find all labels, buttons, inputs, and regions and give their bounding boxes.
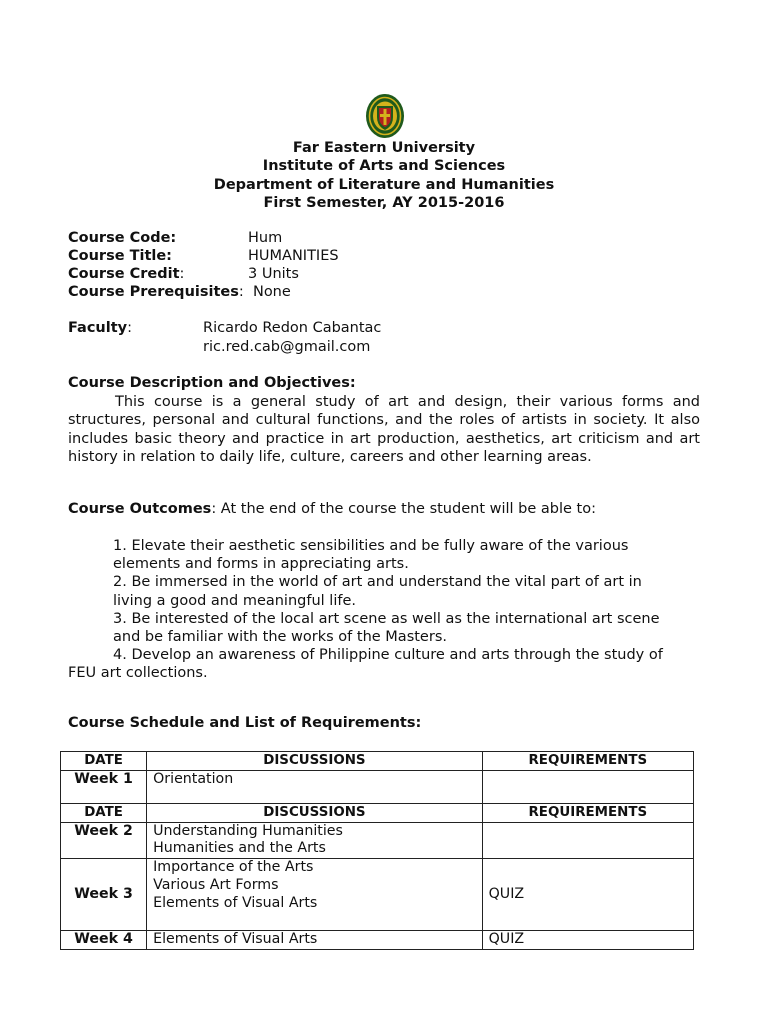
faculty-email: ric.red.cab@gmail.com [203,339,371,355]
topic: Elements of Visual Arts [153,931,318,948]
faculty-colon: : [127,320,133,336]
week-cell: Week 3 [61,859,147,931]
outcomes-label: Course Outcomes [68,501,212,517]
outcome-line: 3. Be interested of the local art scene as well as the international art scene [113,610,660,627]
table-row [61,770,694,803]
schedule-heading: Course Schedule and List of Requirements: [68,715,422,731]
discussion-cell [147,859,483,931]
requirement-cell: QUIZ [482,859,693,931]
outcome-line: elements and forms in appreciating arts. [113,556,409,573]
discussion-cell [147,770,483,803]
topic: Importance of the Arts [153,859,314,876]
table-row [61,859,694,931]
faculty-label: Faculty [68,320,128,336]
requirement-cell: QUIZ [482,931,693,950]
requirement-cell [482,770,693,803]
col-discussions-header: DISCUSSIONS [147,752,483,771]
table-row [61,822,694,859]
week-cell: Week 2 [61,822,147,859]
discussion-cell [147,931,483,950]
document-header [0,139,768,212]
course-credit-label: Course Credit [68,266,180,282]
topic: Humanities and the Arts [153,840,326,857]
week-cell: Week 4 [61,931,147,950]
discussion-cell [147,822,483,859]
table-row [61,931,694,950]
course-credit-row [68,266,184,282]
table-header-row [61,803,694,822]
outcome-line: living a good and meaningful life. [113,592,356,609]
schedule-table [60,751,694,950]
col-date-header: DATE [61,752,147,771]
col-date-header: DATE [61,803,147,822]
week-cell: Week 1 [61,770,147,803]
topic: Orientation [153,770,234,787]
description-heading: Course Description and Objectives: [68,375,356,391]
topic: Elements of Visual Arts [153,894,318,911]
outcome-line: 4. Develop an awareness of Philippine culture and arts through the study of [113,647,663,664]
col-requirements-header: REQUIREMENTS [482,803,693,822]
description-paragraph [68,393,700,466]
outcome-line: and be familiar with the works of the Masters. [113,629,447,646]
university-seal-logo [365,93,405,139]
col-discussions-header: DISCUSSIONS [147,803,483,822]
faculty-name: Ricardo Redon Cabantac [203,320,382,336]
outcome-line: FEU art collections. [68,665,208,682]
course-title-value: HUMANITIES [248,248,339,264]
outcomes-intro-row [68,501,596,517]
topic: Various Art Forms [153,876,279,893]
col-requirements-header: REQUIREMENTS [482,752,693,771]
institute-name: Institute of Arts and Sciences [262,158,506,175]
department-name: Department of Literature and Humanities [213,176,555,193]
course-prereq-row [68,284,291,300]
description-text: This course is a general study of art and design, their various forms and structures, personal and cultural functions, and the roles of artists in society. It also includes basic theory and practice in art production, aesthetics, art criticism and art history in relation to daily life, culture, careers and other learning areas. [68,394,700,465]
course-title-label: Course Title: [68,248,172,264]
outcomes-intro: : At the end of the course the student will be able to: [211,501,596,517]
course-credit-colon: : [179,266,185,282]
semester-label: First Semester, AY 2015-2016 [263,194,505,211]
course-prereq-colon: : [238,284,244,300]
university-name: Far Eastern University [292,140,476,156]
outcome-line: 2. Be immersed in the world of art and understand the vital part of art in [113,574,642,591]
outcome-line: 1. Elevate their aesthetic sensibilities and be fully aware of the various [113,538,629,554]
requirement-cell [482,822,693,859]
course-prereq-label: Course Prerequisites [68,284,239,300]
course-code-label: Course Code: [68,230,177,246]
outcomes-list [68,537,708,683]
topic: Understanding Humanities [153,822,343,839]
table-header-row [61,752,694,771]
course-code-value: Hum [248,230,283,246]
course-prereq-value: None [252,284,291,300]
course-credit-value: 3 Units [248,266,299,282]
faculty-label-row [68,320,132,336]
